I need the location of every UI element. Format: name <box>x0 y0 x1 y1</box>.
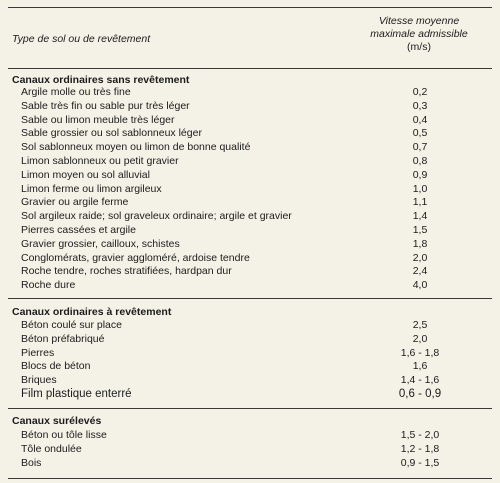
row-value: 1,1 <box>412 196 428 209</box>
header-rule <box>8 68 492 69</box>
row-label: Roche tendre, roches stratifiées, hardpan dur <box>21 265 232 278</box>
row-value: 2,5 <box>412 319 428 331</box>
column-header-soil-type: Type de sol ou de revêtement <box>12 33 151 45</box>
row-value: 0,2 <box>412 86 428 98</box>
section-rows <box>0 429 500 470</box>
row-value: 1,4 - 1,6 <box>400 374 440 387</box>
section-rows <box>0 86 500 293</box>
table-row <box>0 238 500 252</box>
table-row <box>0 374 500 388</box>
table-row <box>0 127 500 141</box>
row-label: Béton ou tôle lisse <box>21 429 107 441</box>
row-label: Limon sablonneux ou petit gravier <box>21 154 179 167</box>
row-label: Conglomérats, gravier aggloméré, ardoise tendre <box>21 251 250 264</box>
table-row <box>0 224 500 238</box>
table-row <box>0 86 500 100</box>
row-value: 0,3 <box>412 99 428 112</box>
row-value: 1,6 <box>412 360 428 373</box>
row-value: 0,9 <box>412 168 428 181</box>
section-rule <box>8 298 492 299</box>
row-label: Sable très fin ou sable pur très léger <box>21 99 190 112</box>
row-value: 2,0 <box>412 332 428 345</box>
table-row <box>0 347 500 361</box>
row-label: Sol sablonneux moyen ou limon de bonne qualité <box>21 141 251 154</box>
velocity-header-line1: Vitesse moyenne <box>378 15 460 27</box>
table-row <box>0 333 500 347</box>
row-label: Béton coulé sur place <box>21 319 122 331</box>
row-value: 1,0 <box>412 182 428 195</box>
table-row <box>0 252 500 266</box>
top-rule <box>8 7 492 8</box>
row-value: 1,6 - 1,8 <box>400 346 440 359</box>
table-row <box>0 196 500 210</box>
section-rows <box>0 319 500 402</box>
table-row <box>0 100 500 114</box>
table-row <box>0 210 500 224</box>
table-row <box>0 443 500 457</box>
row-value: 0,7 <box>412 141 428 154</box>
table-row <box>0 429 500 443</box>
row-value: 1,5 <box>412 223 428 236</box>
bottom-rule <box>8 478 492 479</box>
row-value: 0,6 - 0,9 <box>398 387 442 400</box>
row-label: Pierres cassées et argile <box>21 223 136 236</box>
row-label: Gravier ou argile ferme <box>21 196 129 209</box>
section-title: Canaux surélevés <box>12 415 102 427</box>
row-label: Argile molle ou très fine <box>21 86 131 98</box>
row-value: 1,4 <box>412 210 428 223</box>
table-row <box>0 183 500 197</box>
velocity-header-unit: (m/s) <box>407 41 431 53</box>
row-label: Tôle ondulée <box>21 442 82 455</box>
row-label: Film plastique enterré <box>21 387 132 400</box>
row-label: Sable grossier ou sol sablonneux léger <box>21 127 202 140</box>
row-label: Béton préfabriqué <box>21 332 105 345</box>
table-row <box>0 155 500 169</box>
section-title: Canaux ordinaires à revêtement <box>12 306 172 318</box>
row-label: Sable ou limon meuble très léger <box>21 113 175 126</box>
table-row <box>0 141 500 155</box>
table-row <box>0 265 500 279</box>
table-row <box>0 169 500 183</box>
row-label: Blocs de béton <box>21 360 91 373</box>
row-value: 2,0 <box>412 251 428 264</box>
table-row <box>0 388 500 402</box>
row-label: Bois <box>21 456 42 469</box>
row-label: Limon ferme ou limon argileux <box>21 182 162 195</box>
row-value: 0,9 - 1,5 <box>400 456 440 469</box>
column-header-velocity <box>355 15 483 54</box>
table-row <box>0 457 500 471</box>
row-value: 0,8 <box>412 154 428 167</box>
velocity-header-line2: maximale admissible <box>370 28 468 40</box>
row-label: Pierres <box>21 346 55 359</box>
row-value: 4,0 <box>412 279 428 292</box>
table-row <box>0 319 500 333</box>
row-label: Roche dure <box>21 279 76 292</box>
table-row <box>0 360 500 374</box>
table-row <box>0 114 500 128</box>
row-value: 1,5 - 2,0 <box>400 429 440 441</box>
section-title: Canaux ordinaires sans revêtement <box>12 74 190 86</box>
table-row <box>0 279 500 293</box>
row-value: 2,4 <box>412 265 428 278</box>
row-value: 1,8 <box>412 237 428 250</box>
row-value: 0,4 <box>412 113 428 126</box>
row-label: Briques <box>21 374 57 387</box>
row-label: Gravier grossier, cailloux, schistes <box>21 237 180 250</box>
row-value: 0,5 <box>412 127 428 140</box>
row-label: Sol argileux raide; sol graveleux ordinaire; argile et gravier <box>21 210 292 223</box>
row-value: 1,2 - 1,8 <box>400 442 440 455</box>
section-rule <box>8 408 492 409</box>
row-label: Limon moyen ou sol alluvial <box>21 168 150 181</box>
